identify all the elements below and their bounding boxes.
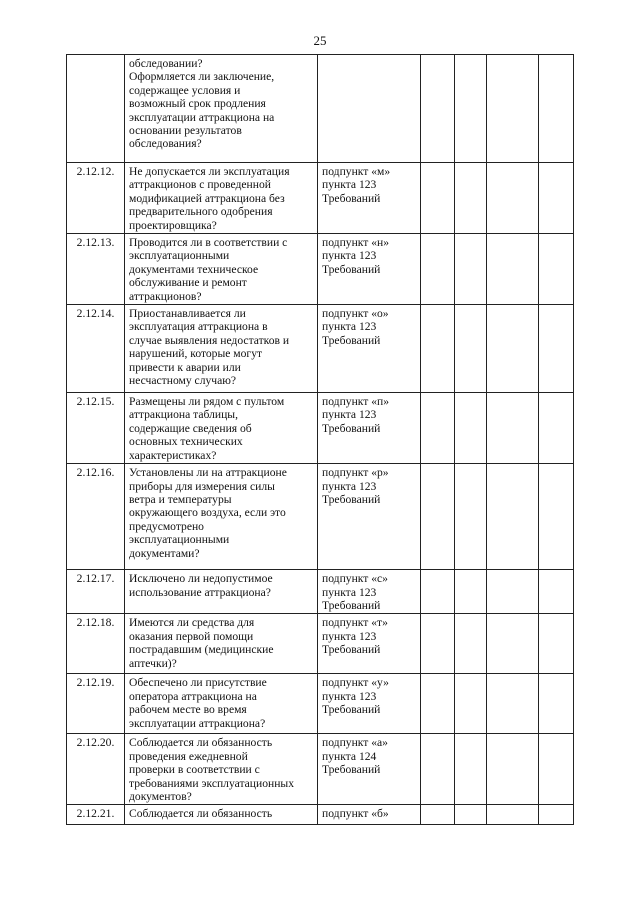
table-row <box>67 55 574 163</box>
question-text-line: Соблюдается ли обязанность <box>129 736 273 750</box>
table-row <box>67 393 574 464</box>
question-text-line: обслуживание и ремонт <box>129 276 247 290</box>
question-text-line: характеристиках? <box>129 448 217 462</box>
answer-cell-1[interactable] <box>421 55 455 163</box>
question-text-line: проведения ежедневной <box>129 749 248 763</box>
question-text-line: модификацией аттракциона без <box>129 191 285 205</box>
question-text-line: оператора аттракциона на <box>129 689 257 703</box>
answer-cell-1[interactable] <box>421 614 455 674</box>
question-text-line: требованиями эксплуатационных <box>129 776 294 790</box>
reference-text-line: подпункт «м» <box>322 165 391 178</box>
question-text-line: предусмотрено <box>129 519 204 533</box>
answer-cell-3[interactable] <box>487 393 539 464</box>
question-text-line: несчастному случаю? <box>129 374 237 388</box>
answer-cell-4[interactable] <box>539 570 574 614</box>
reference-text-line: Требований <box>322 643 381 657</box>
table-row <box>67 614 574 674</box>
reference-text-line: Требований <box>322 333 381 347</box>
question-text-line: нарушений, которые могут <box>129 347 263 361</box>
table-row <box>67 464 574 570</box>
reference-text-line: Требований <box>322 492 381 506</box>
question-text-line: эксплуатационными <box>129 533 230 547</box>
question-cell <box>125 163 318 234</box>
question-cell <box>125 734 318 805</box>
reference-text-line: пункта 123 <box>322 629 377 643</box>
reference-text-line: пункта 123 <box>322 585 377 599</box>
answer-cell-4[interactable] <box>539 734 574 805</box>
answer-cell-3[interactable] <box>487 305 539 393</box>
table-row <box>67 570 574 614</box>
question-text-line: аптечки)? <box>129 656 177 670</box>
question-text-line: проверки в соответствии с <box>129 763 260 777</box>
question-text-line: аттракционов? <box>129 289 202 303</box>
question-text-line: эксплуатации аттракциона? <box>129 716 266 730</box>
item-number <box>67 55 125 163</box>
question-text-line: Размещены ли рядом с пультом <box>129 395 285 409</box>
reference-text-line: пункта 123 <box>322 178 377 192</box>
question-text-line: обследования? <box>129 137 202 151</box>
item-number: 2.12.19. <box>67 674 125 734</box>
answer-cell-3[interactable] <box>487 734 539 805</box>
answer-cell-1[interactable] <box>421 734 455 805</box>
reference-text-line: пункта 123 <box>322 479 377 493</box>
reference-text-line: подпункт «о» <box>322 307 389 321</box>
answer-cell-3[interactable] <box>487 234 539 305</box>
answer-cell-3[interactable] <box>487 674 539 734</box>
reference-cell <box>318 305 421 393</box>
answer-cell-3[interactable] <box>487 163 539 234</box>
question-text-line: привести к аварии или <box>129 360 241 374</box>
item-number: 2.12.14. <box>67 305 125 393</box>
question-text-line: Исключено ли недопустимое <box>129 572 273 586</box>
question-text-line: основании результатов <box>129 124 242 138</box>
checklist-body <box>67 55 574 825</box>
reference-text-line: подпункт «у» <box>322 676 389 690</box>
answer-cell-1[interactable] <box>421 674 455 734</box>
reference-text-line: пункта 124 <box>322 749 377 763</box>
item-number: 2.12.15. <box>67 393 125 464</box>
answer-cell-2[interactable] <box>455 674 487 734</box>
answer-cell-1[interactable] <box>421 805 455 825</box>
question-text-line: использование аттракциона? <box>129 585 271 599</box>
question-text-line: документов? <box>129 789 192 803</box>
item-number: 2.12.12. <box>67 163 125 234</box>
question-cell <box>125 464 318 570</box>
answer-cell-4[interactable] <box>539 805 574 825</box>
answer-cell-4[interactable] <box>539 464 574 570</box>
question-cell <box>125 614 318 674</box>
question-text-line: Не допускается ли эксплуатация <box>129 165 290 178</box>
table-row <box>67 305 574 393</box>
question-text-line: проектировщика? <box>129 218 217 232</box>
answer-cell-4[interactable] <box>539 234 574 305</box>
answer-cell-4[interactable] <box>539 305 574 393</box>
reference-text-line: подпункт «т» <box>322 616 388 630</box>
answer-cell-3[interactable] <box>487 464 539 570</box>
question-text-line: случае выявления недостатков и <box>129 333 290 347</box>
question-text-line: обследовании? <box>129 57 203 70</box>
question-text-line: Установлены ли на аттракционе <box>129 466 287 480</box>
item-number: 2.12.18. <box>67 614 125 674</box>
question-text-line: аттракционов с проведенной <box>129 178 271 192</box>
question-cell <box>125 234 318 305</box>
question-text-line: эксплуатационными <box>129 249 230 263</box>
question-text-line: пострадавшим (медицинские <box>129 643 274 657</box>
item-number: 2.12.21. <box>67 805 125 825</box>
reference-text-line: пункта 123 <box>322 689 377 703</box>
answer-cell-2[interactable] <box>455 393 487 464</box>
question-text-line: Обеспечено ли присутствие <box>129 676 267 690</box>
question-cell <box>125 674 318 734</box>
reference-text-line: подпункт «п» <box>322 395 390 409</box>
answer-cell-2[interactable] <box>455 614 487 674</box>
answer-cell-1[interactable] <box>421 570 455 614</box>
answer-cell-2[interactable] <box>455 55 487 163</box>
question-cell <box>125 393 318 464</box>
reference-text-line: Требований <box>322 191 381 205</box>
answer-cell-1[interactable] <box>421 163 455 234</box>
answer-cell-3[interactable] <box>487 570 539 614</box>
reference-text-line: Требований <box>322 703 381 717</box>
question-text-line: окружающего воздуха, если это <box>129 506 286 520</box>
question-text-line: эксплуатации аттракциона на <box>129 110 275 124</box>
answer-cell-2[interactable] <box>455 734 487 805</box>
question-cell <box>125 55 318 163</box>
reference-cell <box>318 805 421 825</box>
question-text-line: документами? <box>129 546 200 560</box>
question-cell <box>125 805 318 825</box>
question-text-line: Приостанавливается ли <box>129 307 246 321</box>
answer-cell-3[interactable] <box>487 805 539 825</box>
reference-text-line: подпункт «с» <box>322 572 388 586</box>
page-number: 25 <box>313 33 327 48</box>
answer-cell-2[interactable] <box>455 234 487 305</box>
item-number: 2.12.13. <box>67 234 125 305</box>
reference-text-line: подпункт «р» <box>322 466 389 480</box>
answer-cell-2[interactable] <box>455 163 487 234</box>
question-text-line: предварительного одобрения <box>129 205 273 219</box>
reference-cell <box>318 234 421 305</box>
reference-text-line: пункта 123 <box>322 408 377 422</box>
table-row <box>67 734 574 805</box>
answer-cell-4[interactable] <box>539 55 574 163</box>
answer-cell-4[interactable] <box>539 614 574 674</box>
table-row <box>67 163 574 234</box>
item-number: 2.12.17. <box>67 570 125 614</box>
question-text-line: Проводится ли в соответствии с <box>129 236 288 250</box>
reference-text-line: Требований <box>322 421 381 435</box>
answer-cell-3[interactable] <box>487 614 539 674</box>
reference-cell <box>318 393 421 464</box>
answer-cell-2[interactable] <box>455 805 487 825</box>
question-text-line: Соблюдается ли обязанность <box>129 807 273 821</box>
reference-text-line: подпункт «н» <box>322 236 390 250</box>
reference-cell <box>318 464 421 570</box>
reference-cell <box>318 674 421 734</box>
question-text-line: рабочем месте во время <box>129 703 247 717</box>
table-row <box>67 234 574 305</box>
answer-cell-1[interactable] <box>421 393 455 464</box>
reference-text-line: Требований <box>322 262 381 276</box>
question-text-line: содержащие сведения об <box>129 421 252 435</box>
answer-cell-2[interactable] <box>455 464 487 570</box>
table-row <box>67 805 574 825</box>
question-text-line: эксплуатация аттракциона в <box>129 320 268 334</box>
reference-text-line: Требований <box>322 598 381 612</box>
reference-cell <box>318 55 421 163</box>
reference-text-line: пункта 123 <box>322 320 377 334</box>
answer-cell-4[interactable] <box>539 674 574 734</box>
checklist-table <box>66 54 574 825</box>
reference-text-line: подпункт «а» <box>322 736 388 750</box>
reference-cell <box>318 614 421 674</box>
answer-cell-4[interactable] <box>539 393 574 464</box>
table-row <box>67 674 574 734</box>
question-cell <box>125 305 318 393</box>
answer-cell-4[interactable] <box>539 163 574 234</box>
reference-cell <box>318 163 421 234</box>
question-text-line: основных технических <box>129 435 243 449</box>
answer-cell-1[interactable] <box>421 464 455 570</box>
question-cell <box>125 570 318 614</box>
question-text-line: возможный срок продления <box>129 97 266 111</box>
question-text-line: ветра и температуры <box>129 492 232 506</box>
item-number: 2.12.16. <box>67 464 125 570</box>
question-text-line: Имеются ли средства для <box>129 616 255 630</box>
question-text-line: документами техническое <box>129 262 259 276</box>
item-number: 2.12.20. <box>67 734 125 805</box>
question-text-line: приборы для измерения силы <box>129 479 275 493</box>
reference-cell <box>318 570 421 614</box>
reference-cell <box>318 734 421 805</box>
question-text-line: содержащее условия и <box>129 83 241 97</box>
answer-cell-2[interactable] <box>455 570 487 614</box>
reference-text-line: подпункт «б» <box>322 807 389 821</box>
question-text-line: оказания первой помощи <box>129 629 254 643</box>
answer-cell-1[interactable] <box>421 234 455 305</box>
question-text-line: аттракциона таблицы, <box>129 408 238 422</box>
reference-text-line: пункта 123 <box>322 249 377 263</box>
question-text-line: Оформляется ли заключение, <box>129 70 275 84</box>
answer-cell-1[interactable] <box>421 305 455 393</box>
answer-cell-3[interactable] <box>487 55 539 163</box>
answer-cell-2[interactable] <box>455 305 487 393</box>
reference-text-line: Требований <box>322 763 381 777</box>
